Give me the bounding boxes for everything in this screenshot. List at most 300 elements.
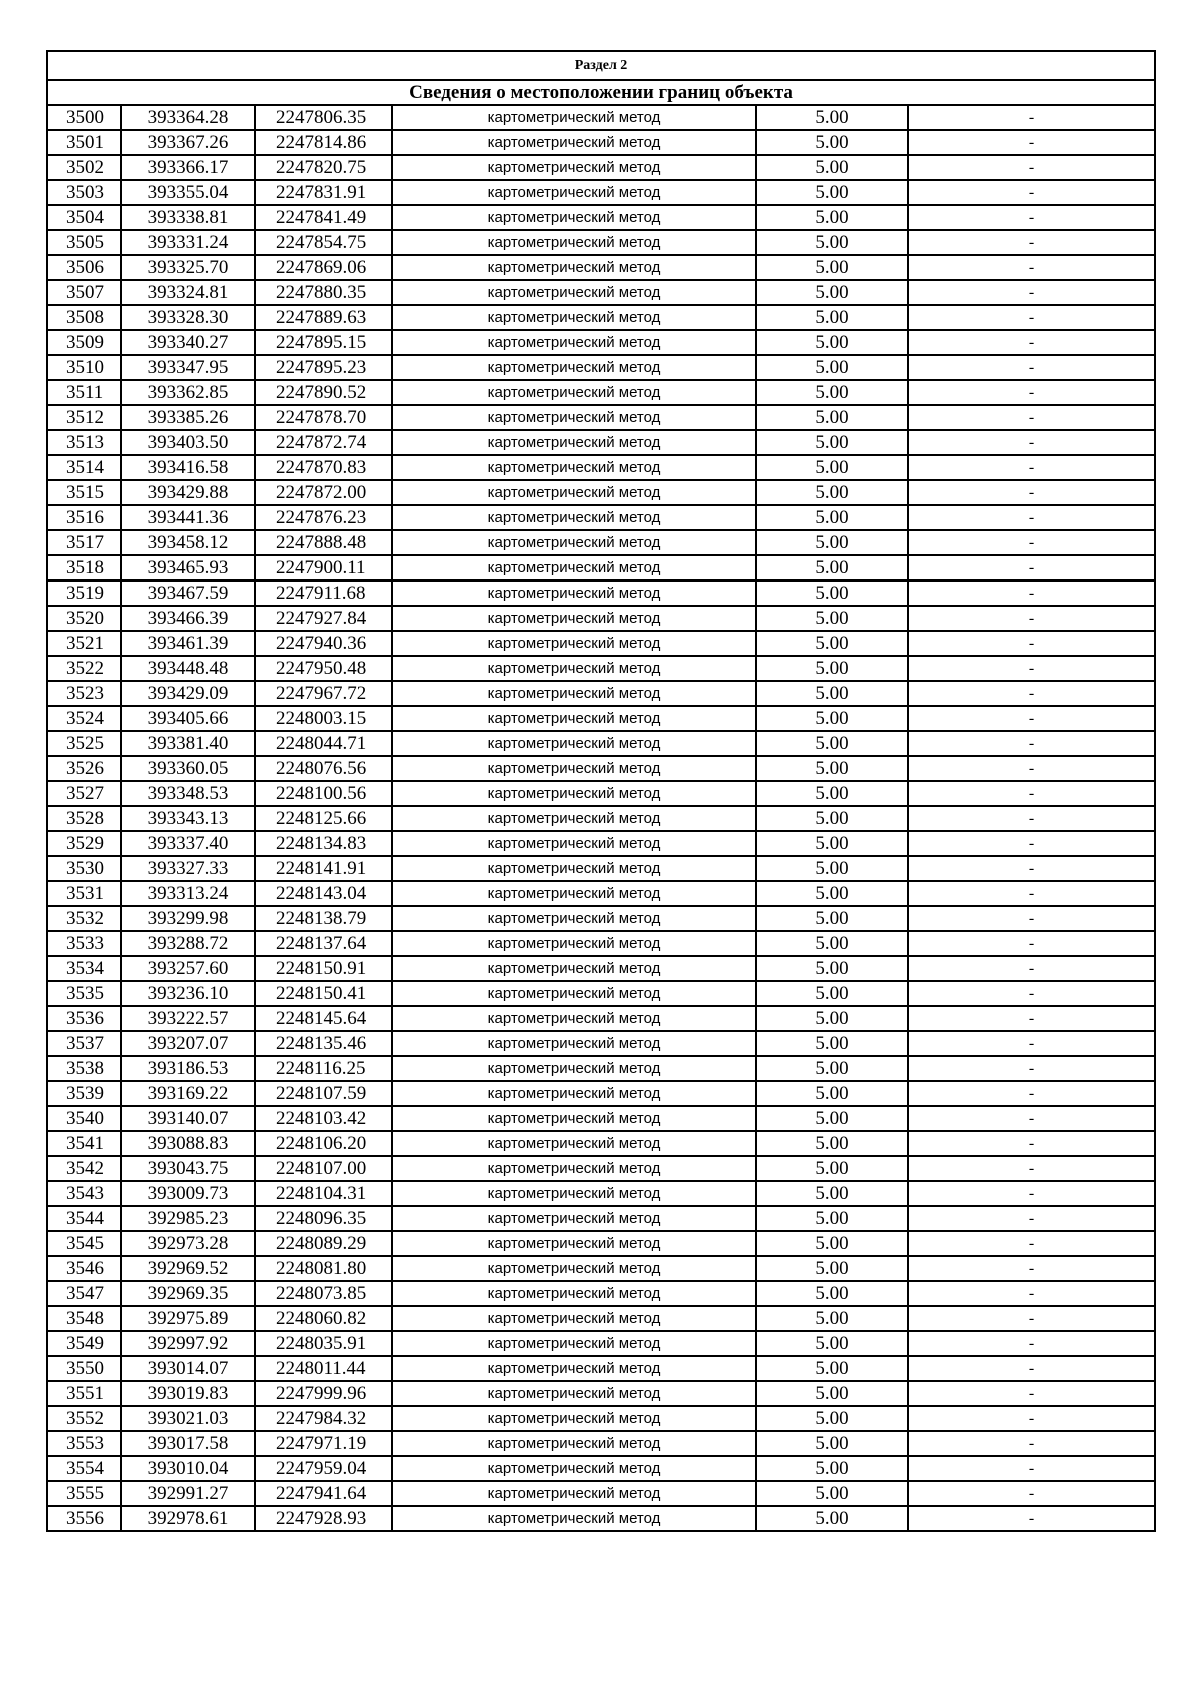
point-number-cell: 3546 xyxy=(47,1256,121,1281)
method-cell: картометрический метод xyxy=(392,1106,756,1131)
method-cell: картометрический метод xyxy=(392,430,756,455)
method-cell: картометрический метод xyxy=(392,280,756,305)
point-number-cell: 3519 xyxy=(47,581,121,607)
table-row xyxy=(47,1506,1155,1531)
point-number-cell: 3537 xyxy=(47,1031,121,1056)
coord-y-cell: 2247872.74 xyxy=(255,430,392,455)
note-cell: - xyxy=(908,280,1155,305)
table-row xyxy=(47,305,1155,330)
coord-y-cell: 2247940.36 xyxy=(255,631,392,656)
note-cell: - xyxy=(908,1031,1155,1056)
table-row xyxy=(47,1006,1155,1031)
point-number-cell: 3533 xyxy=(47,931,121,956)
table-row xyxy=(47,1256,1155,1281)
accuracy-cell: 5.00 xyxy=(756,581,908,607)
table-row xyxy=(47,1231,1155,1256)
note-cell: - xyxy=(908,1056,1155,1081)
method-cell: картометрический метод xyxy=(392,731,756,756)
method-cell: картометрический метод xyxy=(392,205,756,230)
point-number-cell: 3516 xyxy=(47,505,121,530)
accuracy-cell: 5.00 xyxy=(756,806,908,831)
method-cell: картометрический метод xyxy=(392,906,756,931)
coord-y-cell: 2248107.00 xyxy=(255,1156,392,1181)
coord-y-cell: 2247950.48 xyxy=(255,656,392,681)
coord-y-cell: 2248104.31 xyxy=(255,1181,392,1206)
coord-x-cell: 393338.81 xyxy=(121,205,255,230)
coord-x-cell: 393325.70 xyxy=(121,255,255,280)
accuracy-cell: 5.00 xyxy=(756,105,908,130)
accuracy-cell: 5.00 xyxy=(756,1456,908,1481)
coord-y-cell: 2247869.06 xyxy=(255,255,392,280)
point-number-cell: 3505 xyxy=(47,230,121,255)
coord-y-cell: 2248145.64 xyxy=(255,1006,392,1031)
accuracy-cell: 5.00 xyxy=(756,931,908,956)
coord-y-cell: 2248143.04 xyxy=(255,881,392,906)
method-cell: картометрический метод xyxy=(392,631,756,656)
method-cell: картометрический метод xyxy=(392,1181,756,1206)
note-cell: - xyxy=(908,405,1155,430)
method-cell: картометрический метод xyxy=(392,380,756,405)
coord-x-cell: 393328.30 xyxy=(121,305,255,330)
table-row xyxy=(47,180,1155,205)
point-number-cell: 3524 xyxy=(47,706,121,731)
point-number-cell: 3532 xyxy=(47,906,121,931)
coord-x-cell: 393448.48 xyxy=(121,656,255,681)
coord-y-cell: 2247900.11 xyxy=(255,555,392,581)
coord-y-cell: 2248150.91 xyxy=(255,956,392,981)
note-cell: - xyxy=(908,706,1155,731)
title-row xyxy=(47,80,1155,105)
accuracy-cell: 5.00 xyxy=(756,555,908,581)
accuracy-cell: 5.00 xyxy=(756,1406,908,1431)
table-row xyxy=(47,1481,1155,1506)
note-cell: - xyxy=(908,230,1155,255)
point-number-cell: 3547 xyxy=(47,1281,121,1306)
coord-x-cell: 393014.07 xyxy=(121,1356,255,1381)
coord-y-cell: 2248125.66 xyxy=(255,806,392,831)
table-row xyxy=(47,555,1155,581)
table-row xyxy=(47,280,1155,305)
note-cell: - xyxy=(908,781,1155,806)
method-cell: картометрический метод xyxy=(392,1356,756,1381)
accuracy-cell: 5.00 xyxy=(756,906,908,931)
coord-x-cell: 393458.12 xyxy=(121,530,255,555)
method-cell: картометрический метод xyxy=(392,1056,756,1081)
accuracy-cell: 5.00 xyxy=(756,706,908,731)
point-number-cell: 3551 xyxy=(47,1381,121,1406)
note-cell: - xyxy=(908,1331,1155,1356)
coord-x-cell: 393366.17 xyxy=(121,155,255,180)
accuracy-cell: 5.00 xyxy=(756,731,908,756)
table-row xyxy=(47,1331,1155,1356)
coord-x-cell: 393340.27 xyxy=(121,330,255,355)
point-number-cell: 3538 xyxy=(47,1056,121,1081)
method-cell: картометрический метод xyxy=(392,1331,756,1356)
note-cell: - xyxy=(908,831,1155,856)
table-row xyxy=(47,330,1155,355)
point-number-cell: 3517 xyxy=(47,530,121,555)
coord-x-cell: 393043.75 xyxy=(121,1156,255,1181)
coord-x-cell: 393331.24 xyxy=(121,230,255,255)
accuracy-cell: 5.00 xyxy=(756,781,908,806)
coord-x-cell: 392973.28 xyxy=(121,1231,255,1256)
note-cell: - xyxy=(908,631,1155,656)
accuracy-cell: 5.00 xyxy=(756,1081,908,1106)
point-number-cell: 3504 xyxy=(47,205,121,230)
coord-y-cell: 2248011.44 xyxy=(255,1356,392,1381)
coord-y-cell: 2248035.91 xyxy=(255,1331,392,1356)
note-cell: - xyxy=(908,581,1155,607)
note-cell: - xyxy=(908,1206,1155,1231)
point-number-cell: 3525 xyxy=(47,731,121,756)
note-cell: - xyxy=(908,455,1155,480)
table-row xyxy=(47,856,1155,881)
point-number-cell: 3509 xyxy=(47,330,121,355)
accuracy-cell: 5.00 xyxy=(756,1431,908,1456)
coord-y-cell: 2247854.75 xyxy=(255,230,392,255)
point-number-cell: 3552 xyxy=(47,1406,121,1431)
accuracy-cell: 5.00 xyxy=(756,1056,908,1081)
table-row xyxy=(47,781,1155,806)
note-cell: - xyxy=(908,130,1155,155)
method-cell: картометрический метод xyxy=(392,1381,756,1406)
method-cell: картометрический метод xyxy=(392,555,756,581)
note-cell: - xyxy=(908,1431,1155,1456)
note-cell: - xyxy=(908,1131,1155,1156)
accuracy-cell: 5.00 xyxy=(756,831,908,856)
table-row xyxy=(47,530,1155,555)
accuracy-cell: 5.00 xyxy=(756,1381,908,1406)
method-cell: картометрический метод xyxy=(392,480,756,505)
coord-y-cell: 2247876.23 xyxy=(255,505,392,530)
method-cell: картометрический метод xyxy=(392,455,756,480)
table-row xyxy=(47,656,1155,681)
coord-y-cell: 2248135.46 xyxy=(255,1031,392,1056)
accuracy-cell: 5.00 xyxy=(756,856,908,881)
accuracy-cell: 5.00 xyxy=(756,681,908,706)
method-cell: картометрический метод xyxy=(392,1006,756,1031)
coord-y-cell: 2248150.41 xyxy=(255,981,392,1006)
coord-x-cell: 393467.59 xyxy=(121,581,255,607)
point-number-cell: 3528 xyxy=(47,806,121,831)
coord-x-cell: 393207.07 xyxy=(121,1031,255,1056)
accuracy-cell: 5.00 xyxy=(756,1481,908,1506)
accuracy-cell: 5.00 xyxy=(756,756,908,781)
coord-y-cell: 2247895.15 xyxy=(255,330,392,355)
method-cell: картометрический метод xyxy=(392,1306,756,1331)
accuracy-cell: 5.00 xyxy=(756,631,908,656)
note-cell: - xyxy=(908,1156,1155,1181)
table-row xyxy=(47,1456,1155,1481)
accuracy-cell: 5.00 xyxy=(756,1131,908,1156)
point-number-cell: 3522 xyxy=(47,656,121,681)
point-number-cell: 3540 xyxy=(47,1106,121,1131)
coord-y-cell: 2248076.56 xyxy=(255,756,392,781)
accuracy-cell: 5.00 xyxy=(756,1156,908,1181)
method-cell: картометрический метод xyxy=(392,1081,756,1106)
coord-x-cell: 393405.66 xyxy=(121,706,255,731)
accuracy-cell: 5.00 xyxy=(756,881,908,906)
table-row xyxy=(47,881,1155,906)
coord-y-cell: 2247959.04 xyxy=(255,1456,392,1481)
note-cell: - xyxy=(908,530,1155,555)
table-row xyxy=(47,1431,1155,1456)
coord-x-cell: 392991.27 xyxy=(121,1481,255,1506)
accuracy-cell: 5.00 xyxy=(756,480,908,505)
method-cell: картометрический метод xyxy=(392,355,756,380)
note-cell: - xyxy=(908,1281,1155,1306)
note-cell: - xyxy=(908,931,1155,956)
accuracy-cell: 5.00 xyxy=(756,1206,908,1231)
point-number-cell: 3530 xyxy=(47,856,121,881)
point-number-cell: 3550 xyxy=(47,1356,121,1381)
method-cell: картометрический метод xyxy=(392,606,756,631)
coord-x-cell: 393299.98 xyxy=(121,906,255,931)
note-cell: - xyxy=(908,105,1155,130)
method-cell: картометрический метод xyxy=(392,405,756,430)
method-cell: картометрический метод xyxy=(392,656,756,681)
accuracy-cell: 5.00 xyxy=(756,1356,908,1381)
note-cell: - xyxy=(908,180,1155,205)
point-number-cell: 3548 xyxy=(47,1306,121,1331)
point-number-cell: 3514 xyxy=(47,455,121,480)
table-row xyxy=(47,205,1155,230)
table-row xyxy=(47,706,1155,731)
accuracy-cell: 5.00 xyxy=(756,380,908,405)
method-cell: картометрический метод xyxy=(392,1406,756,1431)
document-page xyxy=(46,50,1154,1532)
coord-y-cell: 2248116.25 xyxy=(255,1056,392,1081)
accuracy-cell: 5.00 xyxy=(756,155,908,180)
coord-y-cell: 2247890.52 xyxy=(255,380,392,405)
coord-x-cell: 392969.35 xyxy=(121,1281,255,1306)
coord-x-cell: 393429.88 xyxy=(121,480,255,505)
coord-y-cell: 2247831.91 xyxy=(255,180,392,205)
point-number-cell: 3541 xyxy=(47,1131,121,1156)
coord-y-cell: 2247967.72 xyxy=(255,681,392,706)
section-header-row xyxy=(47,51,1155,80)
point-number-cell: 3518 xyxy=(47,555,121,581)
coord-y-cell: 2247878.70 xyxy=(255,405,392,430)
method-cell: картометрический метод xyxy=(392,756,756,781)
coord-y-cell: 2248089.29 xyxy=(255,1231,392,1256)
note-cell: - xyxy=(908,1356,1155,1381)
note-cell: - xyxy=(908,1406,1155,1431)
coord-x-cell: 393088.83 xyxy=(121,1131,255,1156)
table-row xyxy=(47,831,1155,856)
coord-x-cell: 393019.83 xyxy=(121,1381,255,1406)
method-cell: картометрический метод xyxy=(392,1031,756,1056)
point-number-cell: 3536 xyxy=(47,1006,121,1031)
coord-y-cell: 2248141.91 xyxy=(255,856,392,881)
coord-x-cell: 393461.39 xyxy=(121,631,255,656)
table-row xyxy=(47,1031,1155,1056)
point-number-cell: 3553 xyxy=(47,1431,121,1456)
note-cell: - xyxy=(908,480,1155,505)
point-number-cell: 3534 xyxy=(47,956,121,981)
note-cell: - xyxy=(908,1231,1155,1256)
note-cell: - xyxy=(908,606,1155,631)
note-cell: - xyxy=(908,881,1155,906)
coord-x-cell: 393403.50 xyxy=(121,430,255,455)
note-cell: - xyxy=(908,205,1155,230)
point-number-cell: 3531 xyxy=(47,881,121,906)
coord-x-cell: 393416.58 xyxy=(121,455,255,480)
accuracy-cell: 5.00 xyxy=(756,1181,908,1206)
coord-x-cell: 393360.05 xyxy=(121,756,255,781)
table-row xyxy=(47,1081,1155,1106)
accuracy-cell: 5.00 xyxy=(756,405,908,430)
coord-y-cell: 2248138.79 xyxy=(255,906,392,931)
accuracy-cell: 5.00 xyxy=(756,430,908,455)
coord-y-cell: 2247870.83 xyxy=(255,455,392,480)
point-number-cell: 3544 xyxy=(47,1206,121,1231)
point-number-cell: 3506 xyxy=(47,255,121,280)
table-row xyxy=(47,931,1155,956)
table-row xyxy=(47,505,1155,530)
coord-x-cell: 393441.36 xyxy=(121,505,255,530)
coord-y-cell: 2247927.84 xyxy=(255,606,392,631)
note-cell: - xyxy=(908,155,1155,180)
method-cell: картометрический метод xyxy=(392,1456,756,1481)
method-cell: картометрический метод xyxy=(392,981,756,1006)
method-cell: картометрический метод xyxy=(392,1231,756,1256)
point-number-cell: 3545 xyxy=(47,1231,121,1256)
coord-y-cell: 2248044.71 xyxy=(255,731,392,756)
coord-y-cell: 2248103.42 xyxy=(255,1106,392,1131)
point-number-cell: 3556 xyxy=(47,1506,121,1531)
coord-x-cell: 393140.07 xyxy=(121,1106,255,1131)
coord-y-cell: 2247820.75 xyxy=(255,155,392,180)
point-number-cell: 3549 xyxy=(47,1331,121,1356)
coord-x-cell: 393324.81 xyxy=(121,280,255,305)
table-row xyxy=(47,1306,1155,1331)
coord-x-cell: 393385.26 xyxy=(121,405,255,430)
accuracy-cell: 5.00 xyxy=(756,130,908,155)
table-row xyxy=(47,906,1155,931)
method-cell: картометрический метод xyxy=(392,330,756,355)
coord-y-cell: 2247880.35 xyxy=(255,280,392,305)
coord-y-cell: 2248073.85 xyxy=(255,1281,392,1306)
coord-x-cell: 393169.22 xyxy=(121,1081,255,1106)
method-cell: картометрический метод xyxy=(392,130,756,155)
coord-y-cell: 2248100.56 xyxy=(255,781,392,806)
table-row xyxy=(47,981,1155,1006)
table-row xyxy=(47,1281,1155,1306)
accuracy-cell: 5.00 xyxy=(756,205,908,230)
point-number-cell: 3542 xyxy=(47,1156,121,1181)
method-cell: картометрический метод xyxy=(392,230,756,255)
note-cell: - xyxy=(908,856,1155,881)
note-cell: - xyxy=(908,1081,1155,1106)
coord-x-cell: 393362.85 xyxy=(121,380,255,405)
method-cell: картометрический метод xyxy=(392,505,756,530)
accuracy-cell: 5.00 xyxy=(756,1506,908,1531)
table-row xyxy=(47,1156,1155,1181)
note-cell: - xyxy=(908,505,1155,530)
method-cell: картометрический метод xyxy=(392,1256,756,1281)
coord-y-cell: 2248003.15 xyxy=(255,706,392,731)
accuracy-cell: 5.00 xyxy=(756,1331,908,1356)
coord-x-cell: 393381.40 xyxy=(121,731,255,756)
point-number-cell: 3508 xyxy=(47,305,121,330)
method-cell: картометрический метод xyxy=(392,781,756,806)
point-number-cell: 3539 xyxy=(47,1081,121,1106)
accuracy-cell: 5.00 xyxy=(756,1231,908,1256)
coord-y-cell: 2248137.64 xyxy=(255,931,392,956)
table-row xyxy=(47,956,1155,981)
coord-x-cell: 393343.13 xyxy=(121,806,255,831)
table-row xyxy=(47,155,1155,180)
point-number-cell: 3507 xyxy=(47,280,121,305)
method-cell: картометрический метод xyxy=(392,881,756,906)
coord-x-cell: 393367.26 xyxy=(121,130,255,155)
coord-y-cell: 2247984.32 xyxy=(255,1406,392,1431)
point-number-cell: 3500 xyxy=(47,105,121,130)
coord-y-cell: 2247888.48 xyxy=(255,530,392,555)
coord-y-cell: 2247941.64 xyxy=(255,1481,392,1506)
note-cell: - xyxy=(908,355,1155,380)
note-cell: - xyxy=(908,1381,1155,1406)
accuracy-cell: 5.00 xyxy=(756,1281,908,1306)
coord-y-cell: 2247895.23 xyxy=(255,355,392,380)
table-row xyxy=(47,455,1155,480)
accuracy-cell: 5.00 xyxy=(756,1106,908,1131)
table-row xyxy=(47,1356,1155,1381)
note-cell: - xyxy=(908,1506,1155,1531)
accuracy-cell: 5.00 xyxy=(756,656,908,681)
coord-x-cell: 392978.61 xyxy=(121,1506,255,1531)
section-label: Раздел 2 xyxy=(47,51,1155,80)
point-number-cell: 3521 xyxy=(47,631,121,656)
note-cell: - xyxy=(908,981,1155,1006)
table-row xyxy=(47,756,1155,781)
table-row xyxy=(47,681,1155,706)
table-row xyxy=(47,405,1155,430)
table-row xyxy=(47,1181,1155,1206)
point-number-cell: 3501 xyxy=(47,130,121,155)
accuracy-cell: 5.00 xyxy=(756,180,908,205)
note-cell: - xyxy=(908,906,1155,931)
note-cell: - xyxy=(908,731,1155,756)
note-cell: - xyxy=(908,555,1155,581)
table-row xyxy=(47,1381,1155,1406)
accuracy-cell: 5.00 xyxy=(756,505,908,530)
coord-y-cell: 2248096.35 xyxy=(255,1206,392,1231)
note-cell: - xyxy=(908,1256,1155,1281)
note-cell: - xyxy=(908,681,1155,706)
note-cell: - xyxy=(908,430,1155,455)
point-number-cell: 3520 xyxy=(47,606,121,631)
method-cell: картометрический метод xyxy=(392,1431,756,1456)
coord-x-cell: 392975.89 xyxy=(121,1306,255,1331)
accuracy-cell: 5.00 xyxy=(756,255,908,280)
note-cell: - xyxy=(908,756,1155,781)
table-row xyxy=(47,355,1155,380)
coord-y-cell: 2248081.80 xyxy=(255,1256,392,1281)
coord-x-cell: 393222.57 xyxy=(121,1006,255,1031)
table-row xyxy=(47,606,1155,631)
method-cell: картометрический метод xyxy=(392,831,756,856)
table-row xyxy=(47,1406,1155,1431)
coord-y-cell: 2247814.86 xyxy=(255,130,392,155)
note-cell: - xyxy=(908,305,1155,330)
accuracy-cell: 5.00 xyxy=(756,305,908,330)
note-cell: - xyxy=(908,956,1155,981)
method-cell: картометрический метод xyxy=(392,1156,756,1181)
method-cell: картометрический метод xyxy=(392,180,756,205)
coord-y-cell: 2247928.93 xyxy=(255,1506,392,1531)
